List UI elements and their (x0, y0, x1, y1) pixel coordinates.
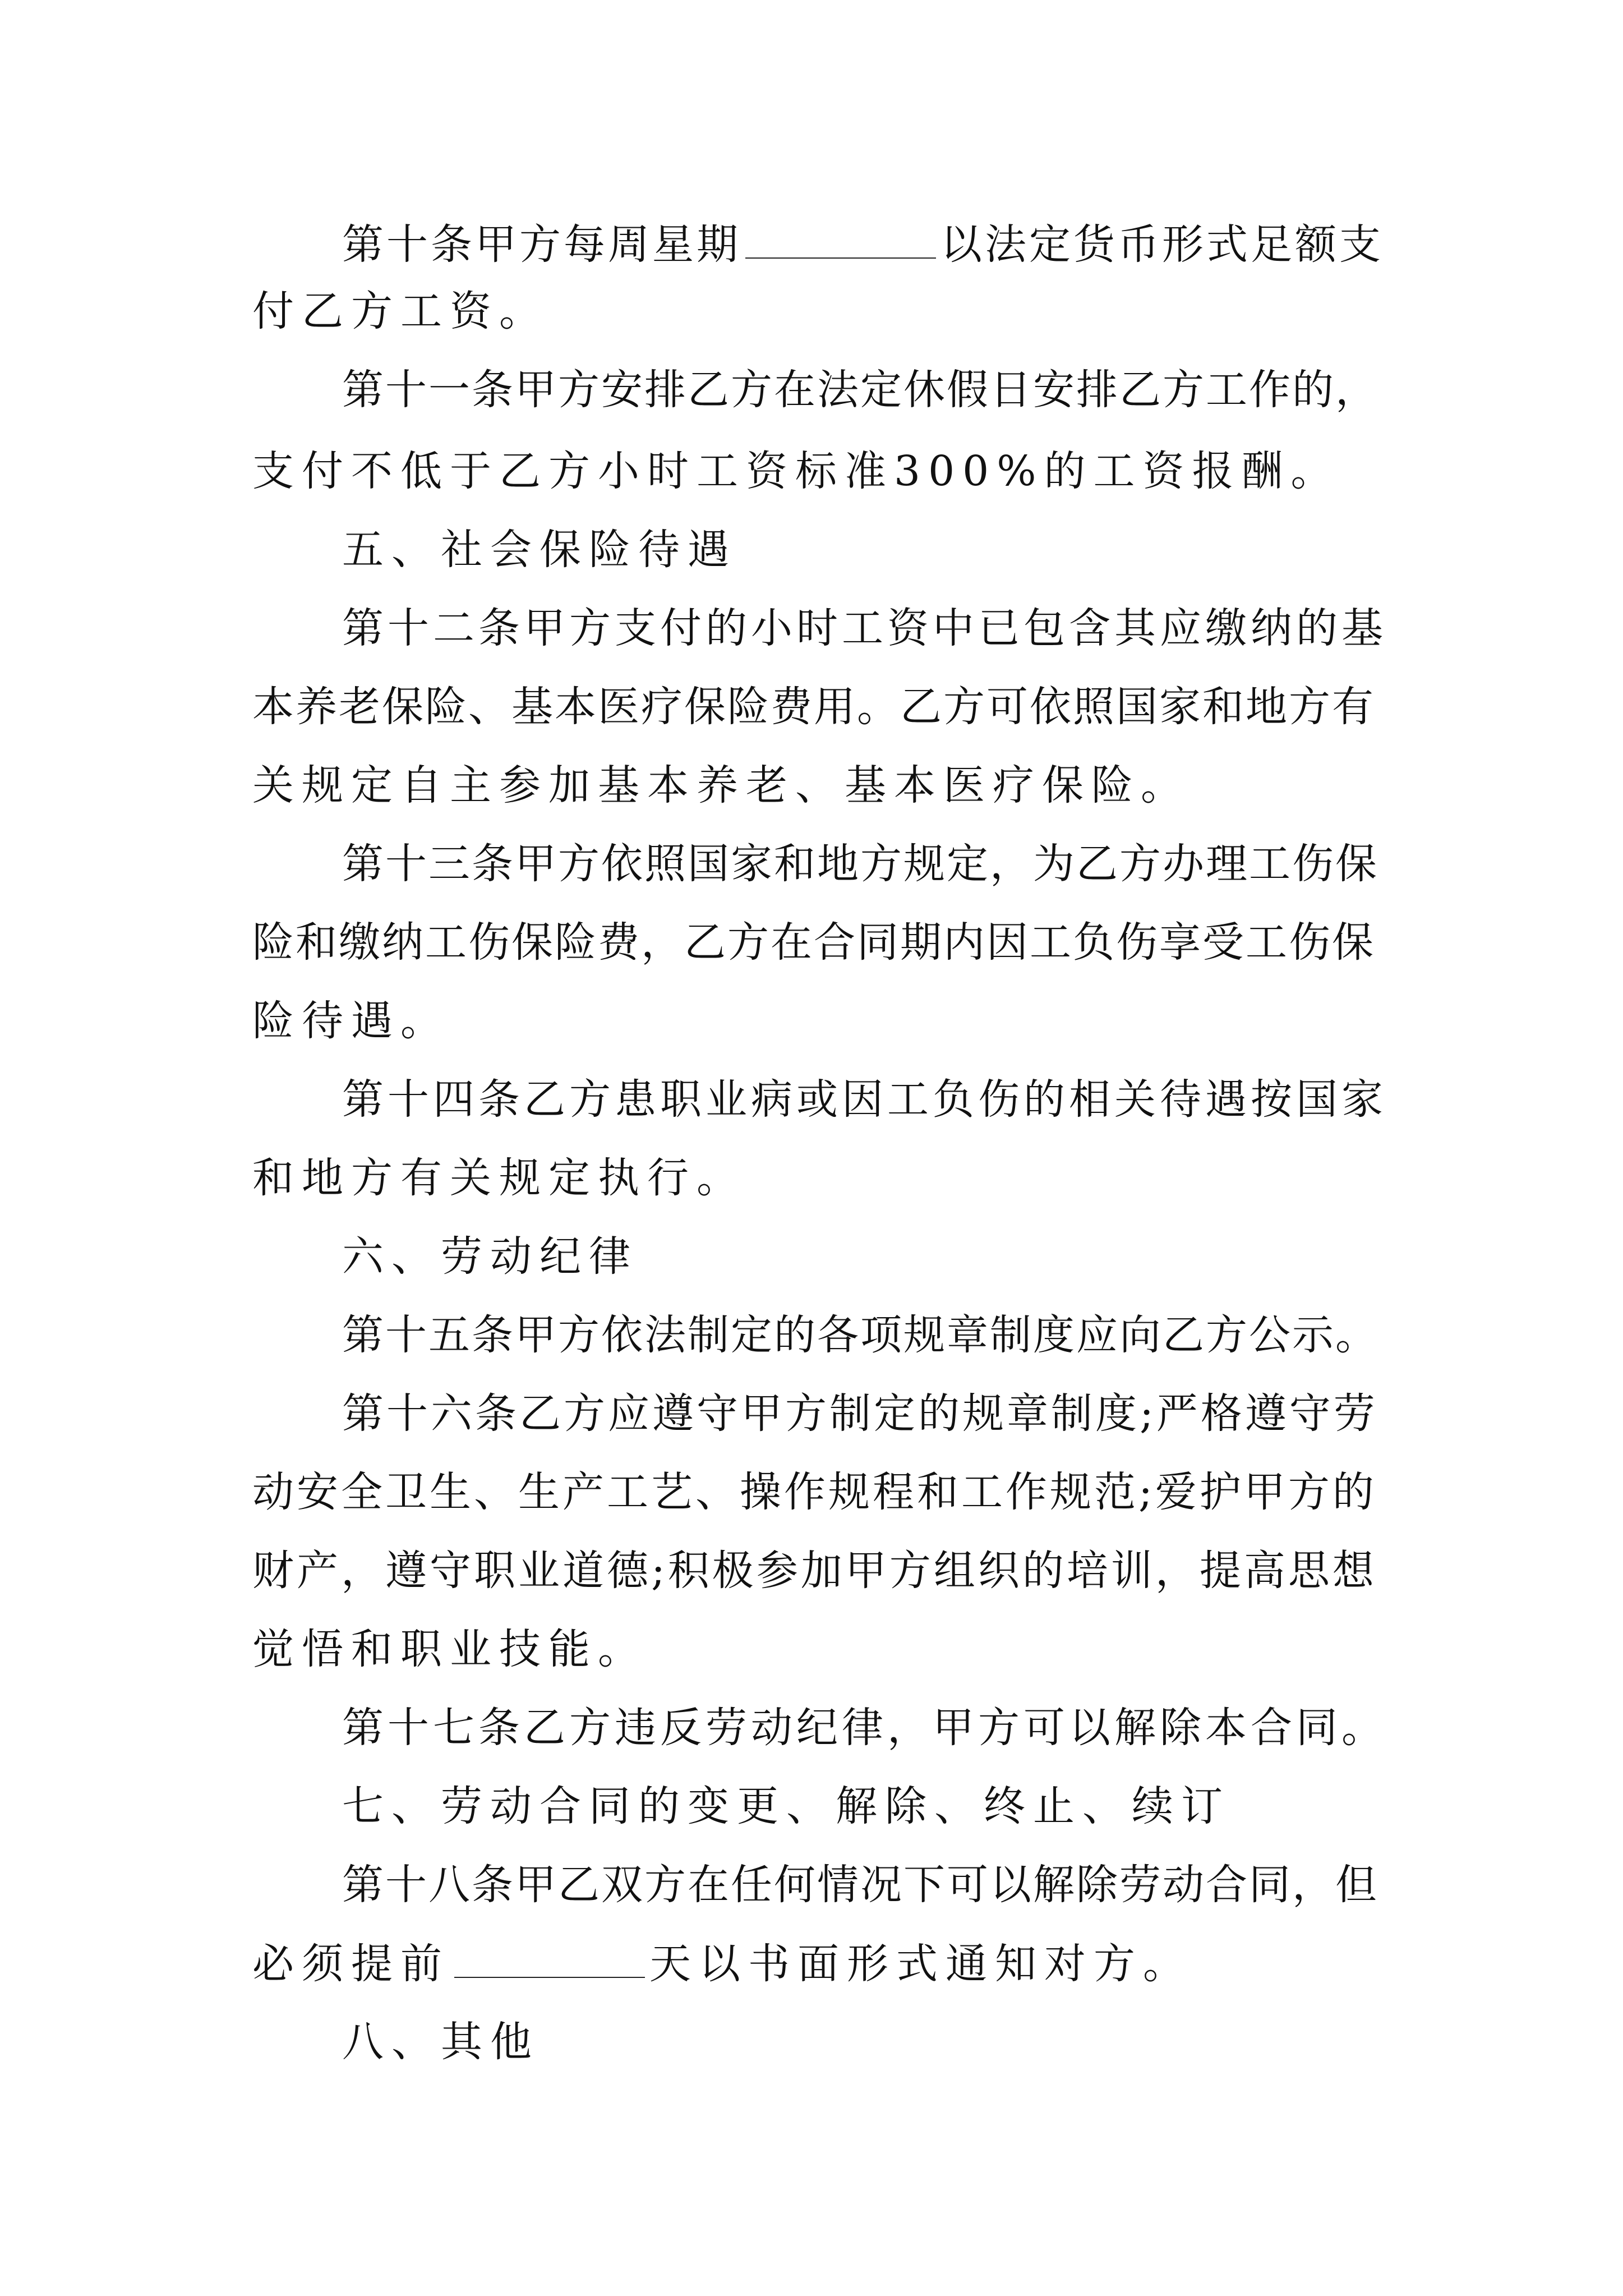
article-12-line-3: 关规定自主参加基本养老、基本医疗保险。 (252, 761, 1190, 809)
article-14-line-2: 和地方有关规定执行。 (252, 1154, 746, 1202)
article-14-line-1: 第十四条乙方患职业病或因工负伤的相关待遇按国家 (342, 1075, 1387, 1124)
notice-days-blank (454, 1935, 645, 1978)
article-18-text-a: 必须提前 (252, 1940, 450, 1988)
article-13-line-3: 险待遇。 (252, 997, 450, 1045)
article-10-text-a: 第十条甲方每周星期 (342, 220, 741, 269)
section-7-heading: 七、劳动合同的变更、解除、终止、续订 (342, 1782, 1230, 1830)
section-6-heading: 六、劳动纪律 (342, 1232, 638, 1281)
article-12-line-1: 第十二条甲方支付的小时工资中已包含其应缴纳的基 (342, 604, 1387, 652)
weekday-blank (745, 216, 936, 259)
article-16-line-4: 觉悟和职业技能。 (252, 1625, 647, 1673)
article-11-line-2: 支付不低于乙方小时工资标准300%的工资报酬。 (252, 447, 1340, 495)
article-16-line-3: 财产，遵守职业道德;积极参加甲方组织的培训，提高思想 (252, 1547, 1377, 1595)
article-16-line-1: 第十六条乙方应遵守甲方制定的规章制度;严格遵守劳 (342, 1389, 1378, 1438)
section-8-heading: 八、其他 (342, 2018, 540, 2066)
article-11-line-1: 第十一条甲方安排乙方在法定休假日安排乙方工作的， (342, 366, 1378, 414)
article-18-line-1: 第十八条甲乙双方在任何情况下可以解除劳动合同，但 (342, 1861, 1378, 1909)
article-18-line-2 (252, 1935, 1192, 1992)
article-13-line-1: 第十三条甲方依照国家和地方规定，为乙方办理工伤保 (342, 840, 1378, 888)
article-10-text-b: 以法定货币形式足额支 (940, 220, 1384, 269)
article-15-line-1: 第十五条甲方依法制定的各项规章制度应向乙方公示。 (342, 1311, 1378, 1359)
article-10-line-2: 付乙方工资。 (252, 287, 548, 335)
article-10-line-1 (342, 216, 1384, 273)
article-18-text-b: 天以书面形式通知对方。 (649, 1940, 1192, 1988)
article-16-line-2: 动安全卫生、生产工艺、操作规程和工作规范;爱护甲方的 (252, 1468, 1377, 1516)
section-5-heading: 五、社会保险待遇 (342, 526, 737, 574)
article-12-line-2: 本养老保险、基本医疗保险费用。乙方可依照国家和地方有 (252, 683, 1375, 731)
article-17-line-1: 第十七条乙方违反劳动纪律，甲方可以解除本合同。 (342, 1704, 1387, 1752)
article-13-line-2: 险和缴纳工伤保险费，乙方在合同期内因工负伤享受工伤保 (252, 918, 1375, 967)
